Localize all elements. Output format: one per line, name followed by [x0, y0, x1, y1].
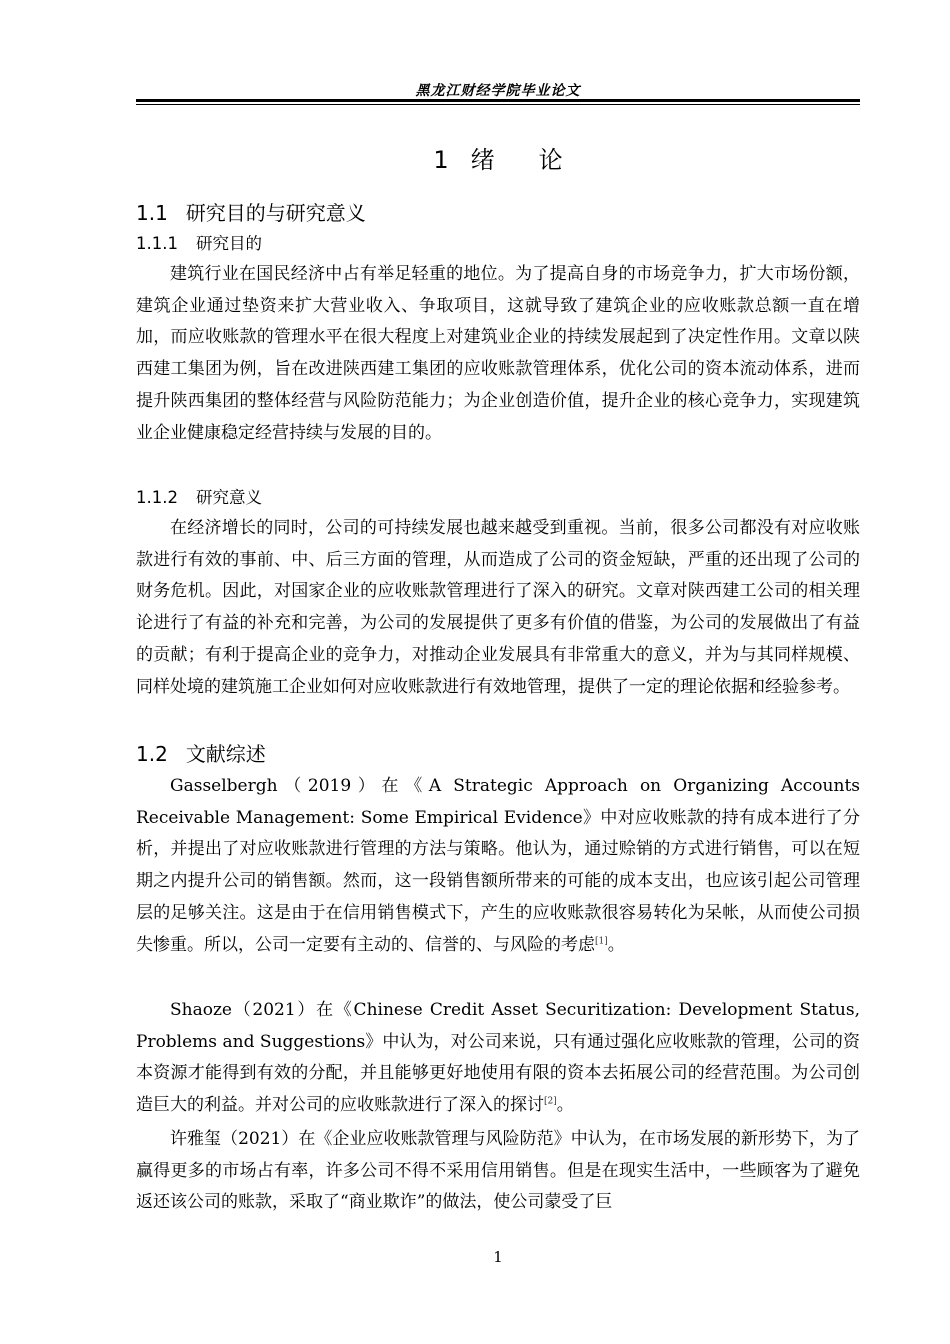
paragraph-end: 。: [556, 1095, 574, 1116]
chapter-number: 1: [433, 146, 449, 174]
subsection-title: 研究目的: [195, 234, 262, 253]
paragraph-literature-xu: 许雅玺（2021）在《企业应收账款管理与风险防范》中认为，在市场发展的新形势下，为了赢得更多的市场占有率，许多公司不得不采用信用销售。但是在现实生活中，一些顾客为了避免返还该公司的账款，采取了“商业欺诈”的做法，使公司蒙受了巨: [136, 1129, 860, 1213]
page-number: 1: [493, 1248, 503, 1266]
paragraph-research-significance: 在经济增长的同时，公司的可持续发展也越来越受到重视。当前，很多公司都没有对应收账款进行有效的事前、中、后三方面的管理，从而造成了公司的资金短缺，严重的还出现了公司的财务危机。因此，对国家企业的应收账款管理进行了深入的研究。文章对陕西建工公司的相关理论进行了有益的补充和完善，为公司的发展提供了更多有价值的借鉴，为公司的发展做出了有益的贡献；有利于提高企业的竞争力，对推动企业发展具有非常重大的意义，并为与其同样规模、同样处境的建筑施工企业如何对应收账款进行有效地管理，提供了一定的理论依据和经验参考。: [136, 518, 860, 697]
section-number: 1.2: [136, 742, 168, 766]
paragraph-literature-gasselbergh: [136, 771, 860, 961]
chapter-title-part2: 论: [538, 146, 563, 174]
paragraph-text: Gasselbergh（2019）在《A Strategic Approach on Organizing Accounts Receivable Management: Some Empirical Evidence》中对应收账款的持有成本进行了分析，并提出了对应收账款进行管理的方法与策略。他认为，通过赊销的方式进行销售，可以在短期之内提升公司的销售额。然而，这一段销售额所带来的可能的成本支出，也应该引起公司管理层的足够关注。这是由于在信用销售模式下，产生的应收账款很容易转化为呆帐，从而使公司损失惨重。所以，公司一定要有主动的、信誉的、与风险的考虑: [136, 776, 860, 955]
section-heading-1-1: [136, 200, 366, 226]
paragraph-end: 。: [607, 934, 625, 955]
chapter-title-part1: 绪: [470, 146, 495, 174]
chapter-title: [136, 140, 860, 175]
section-title: 研究目的与研究意义: [185, 201, 366, 225]
section-title: 文献综述: [185, 742, 266, 766]
running-header: 黑龙江财经学院毕业论文: [415, 83, 581, 99]
paragraph-literature-shaoze: [136, 995, 860, 1122]
section-heading-1-2: [136, 741, 266, 767]
header-rule-thick: [136, 99, 860, 102]
subsection-heading-1-1-1: [136, 233, 262, 255]
paragraph-research-purpose: 建筑行业在国民经济中占有举足轻重的地位。为了提高自身的市场竞争力，扩大市场份额，建筑企业通过垫资来扩大营业收入、争取项目，这就导致了建筑企业的应收账款总额一直在增加，而应收账款的管理水平在很大程度上对建筑业企业的持续发展起到了决定性作用。文章以陕西建工集团为例，旨在改进陕西建工集团的应收账款管理体系，优化公司的资本流动体系，进而提升陕西集团的整体经营与风险防范能力；为企业创造价值，提升企业的核心竞争力，实现建筑业企业健康稳定经营持续与发展的目的。: [136, 264, 860, 443]
subsection-number: 1.1.2: [136, 488, 178, 507]
section-number: 1.1: [136, 201, 168, 225]
subsection-heading-1-1-2: [136, 487, 262, 509]
paragraph-text: Shaoze（2021）在《Chinese Credit Asset Securitization: Development Status, Problems and Suggestions》中认为，对公司来说，只有通过强化应收账款的管理，公司的资本资源才能得到有效的分配，并且能够更好地使用有限的资本去拓展公司的经营范围。为公司创造巨大的利益。并对公司的应收账款进行了深入的探讨: [136, 1000, 860, 1116]
subsection-number: 1.1.1: [136, 234, 178, 253]
citation-mark: [2]: [544, 1096, 557, 1107]
subsection-title: 研究意义: [195, 488, 262, 507]
header-rule-thin: [136, 104, 860, 105]
citation-mark: [1]: [595, 935, 608, 946]
